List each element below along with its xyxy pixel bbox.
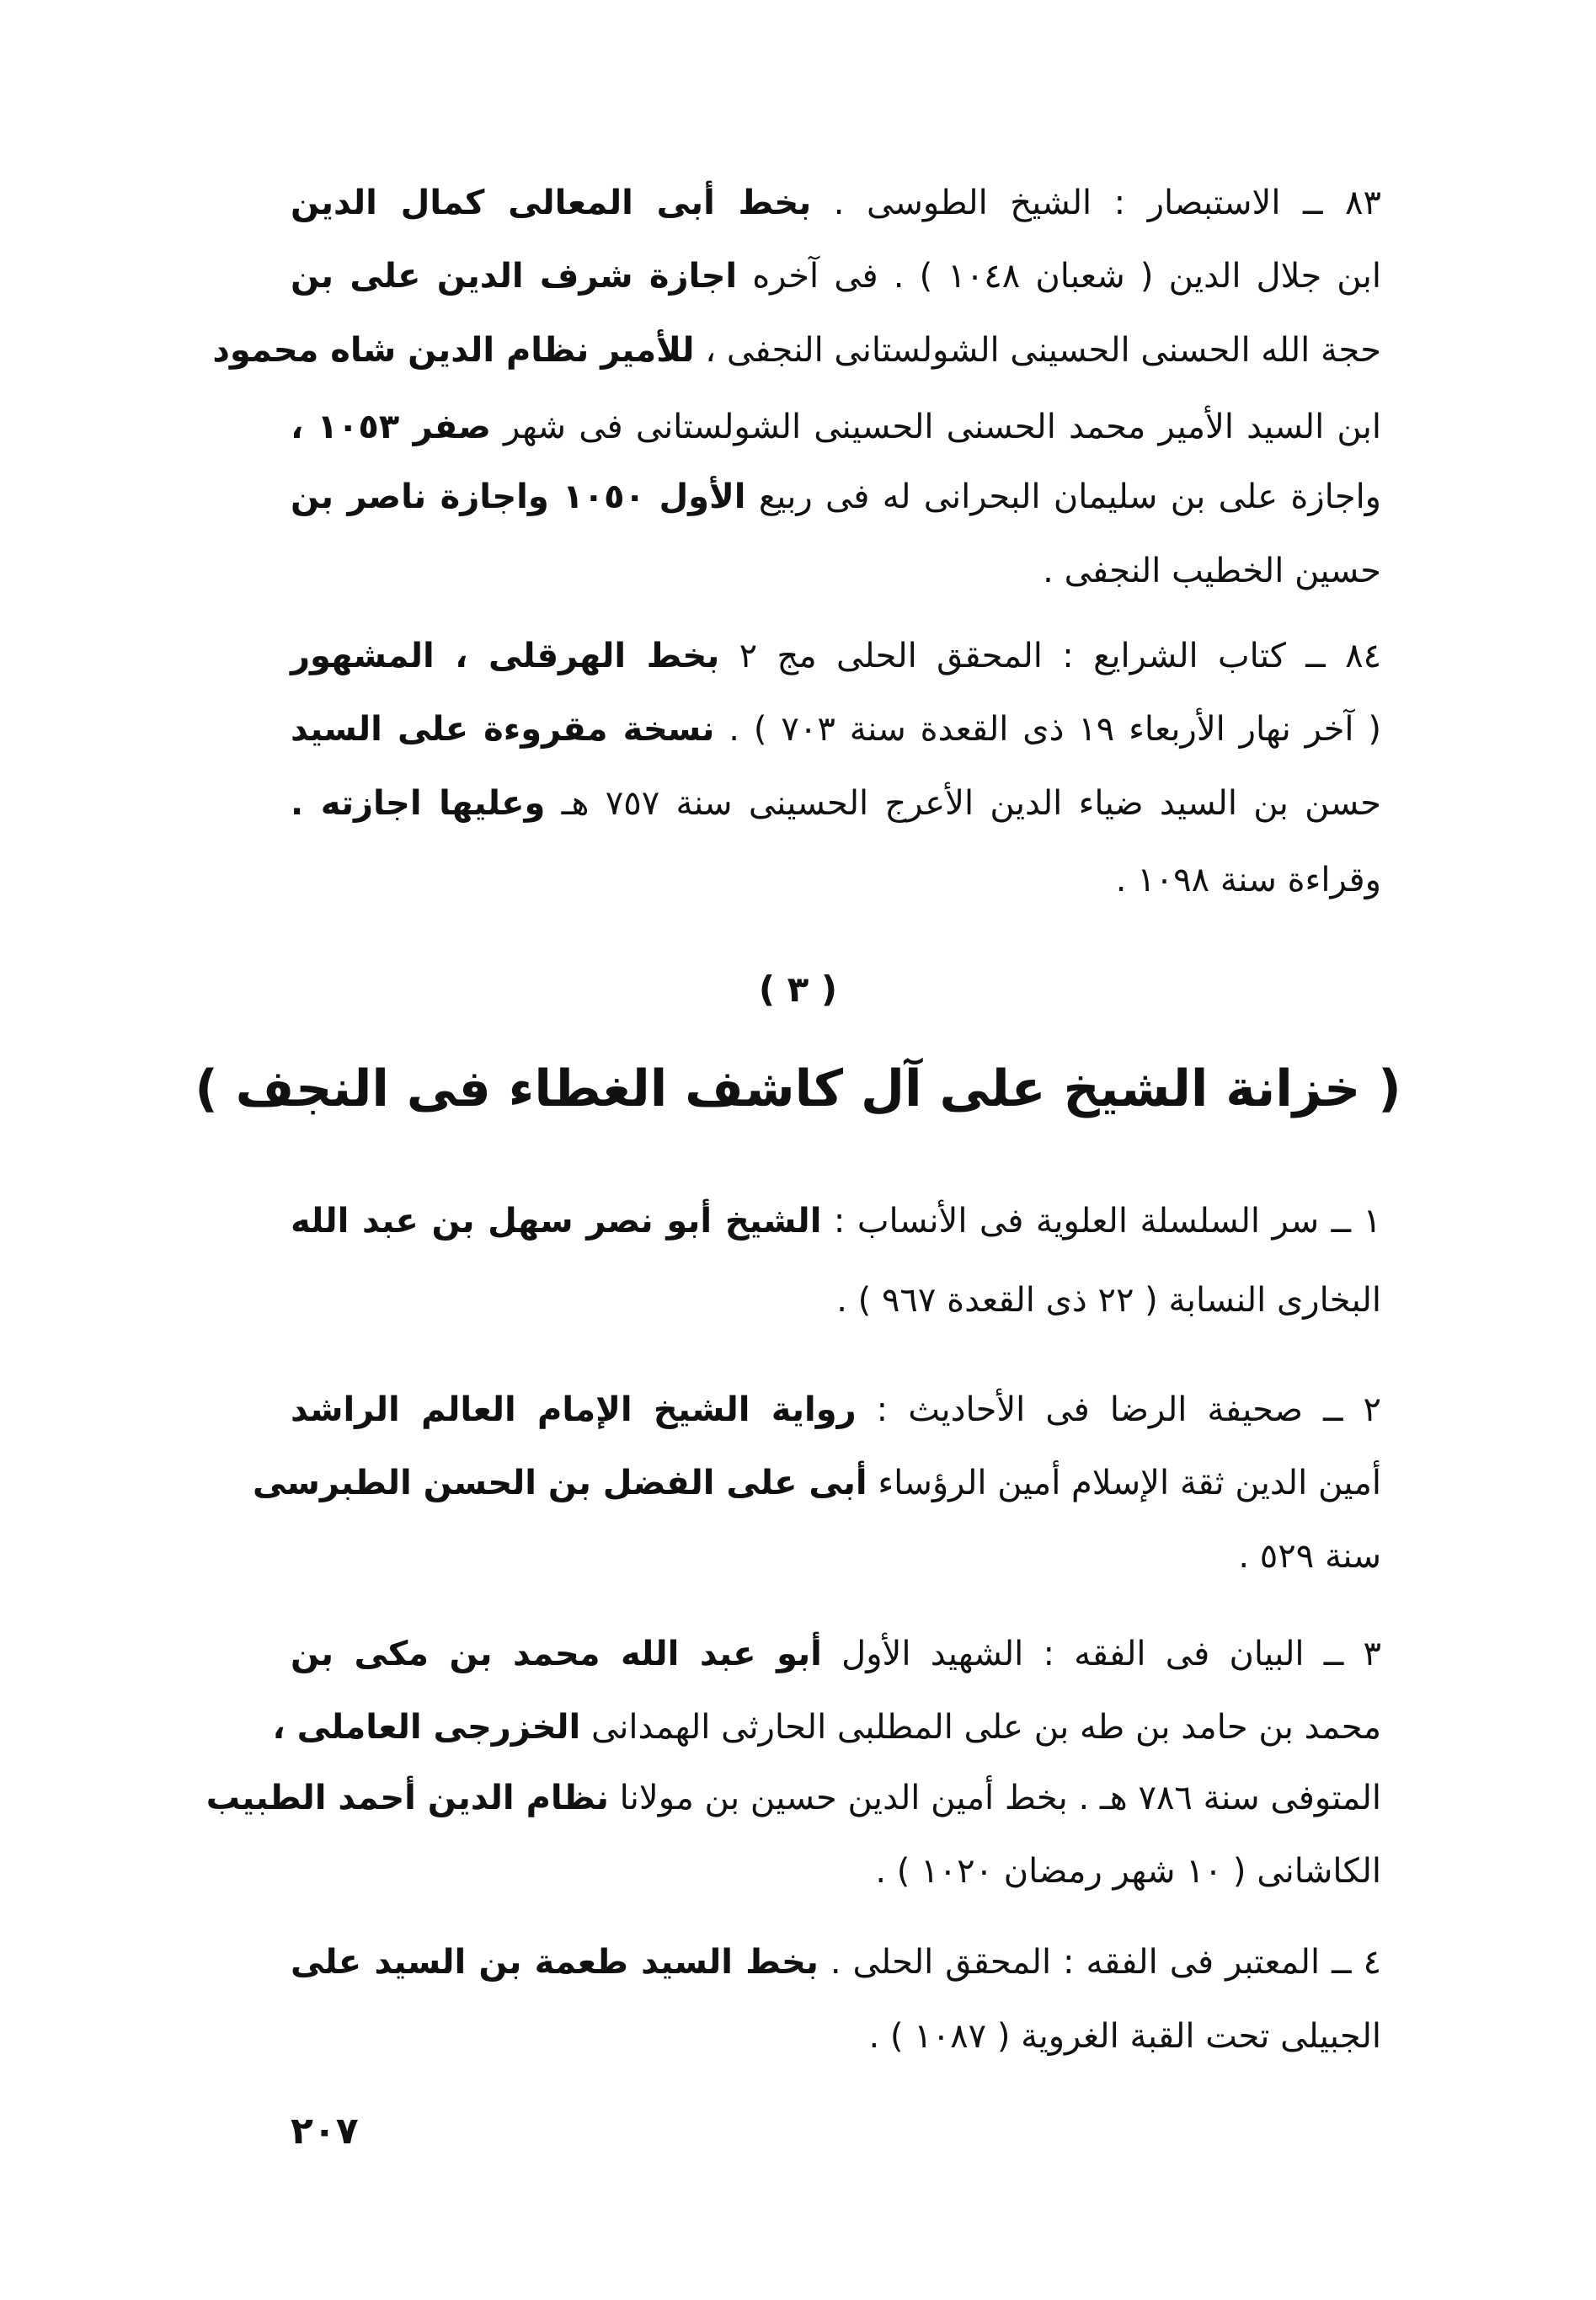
bold-text-segment: بخط الهرقلى ، المشهور [291, 637, 720, 675]
paragraph-line [253, 1458, 1381, 1508]
page-number: ٢٠٧ [291, 2110, 359, 2153]
paragraph-line [291, 402, 1381, 452]
text-segment: واجازة على بن سليمان البحرانى له فى ربيع [745, 478, 1381, 516]
paragraph-line [291, 472, 1381, 522]
text-segment: محمد بن حامد بن طه بن على المطلبى الحارثى الهمدانى [580, 1708, 1381, 1747]
paragraph-line [291, 778, 1381, 829]
bold-text-segment: بخط أبى المعالى كمال الدين [291, 184, 812, 222]
paragraph-line [291, 546, 1381, 596]
text-segment: ابن جلال الدين ( شعبان ١٠٤٨ ) . فى آخره [737, 257, 1381, 296]
text-segment: ( آخر نهار الأربعاء ١٩ ذى القعدة سنة ٧٠٣ ) . [714, 710, 1382, 749]
paragraph-line [291, 855, 1381, 905]
paragraph-line [291, 251, 1381, 302]
section-title: ( خزانة الشيخ على آل كاشف الغطاء فى النجف ) [195, 1059, 1401, 1118]
paragraph-line [291, 2011, 1381, 2062]
paragraph-line [291, 1531, 1381, 1582]
text-segment: سنة ٥٢٩ . [1238, 1537, 1381, 1576]
paragraph-line [291, 178, 1381, 228]
text-segment: ابن السيد الأمير محمد الحسنى الحسينى الشولستانى فى شهر [490, 408, 1382, 446]
text-segment: ٨٣ ــ الاستبصار : الشيخ الطوسى . [811, 184, 1381, 222]
bold-text-segment: بخط السيد طعمة بن السيد على [291, 1943, 819, 1982]
bold-text-segment: وعليها اجازته . [291, 784, 546, 823]
bold-text-segment: اجازة شرف الدين على بن [291, 257, 738, 296]
text-segment: حسن بن السيد ضياء الدين الأعرج الحسينى سنة ٧٥٧ هـ [545, 784, 1381, 823]
text-segment: حسين الخطيب النجفى . [1043, 552, 1381, 590]
bold-text-segment: نسخة مقروءة على السيد [291, 710, 715, 749]
text-segment: ١ ــ سر السلسلة العلوية فى الأنساب : [821, 1202, 1381, 1241]
text-segment: الكاشانى ( ١٠ شهر رمضان ١٠٢٠ ) . [875, 1852, 1381, 1891]
paragraph-line [291, 1275, 1381, 1326]
paragraph-line [291, 631, 1381, 681]
section-number: ( ٣ ) [758, 969, 838, 1010]
text-segment: أمين الدين ثقة الإسلام أمين الرؤساء [867, 1464, 1381, 1502]
paragraph-line [272, 1702, 1381, 1753]
paragraph-line [212, 325, 1381, 376]
bold-text-segment: الخزرجى العاملى ، [272, 1708, 581, 1747]
text-segment: ٤ ــ المعتبر فى الفقه : المحقق الحلى . [818, 1943, 1381, 1982]
text-segment: البخارى النسابة ( ٢٢ ذى القعدة ٩٦٧ ) . [836, 1281, 1381, 1320]
bold-text-segment: للأمير نظام الدين شاه محمود [212, 331, 695, 370]
paragraph-line [291, 704, 1381, 755]
paragraph-line [291, 1846, 1381, 1897]
bold-text-segment: أبى على الفضل بن الحسن الطبرسى [253, 1464, 867, 1502]
text-segment: الجبيلى تحت القبة الغروية ( ١٠٨٧ ) . [868, 2017, 1381, 2056]
bold-text-segment: الأول ١٠٥٠ واجازة ناصر بن [291, 478, 746, 516]
paragraph-line [291, 1196, 1381, 1246]
bold-text-segment: نظام الدين أحمد الطبيب [206, 1779, 609, 1817]
text-segment: ٣ ــ البيان فى الفقه : الشهيد الأول [821, 1635, 1382, 1673]
paragraph-line [291, 1629, 1381, 1679]
bold-text-segment: رواية الشيخ الإمام العالم الراشد [291, 1390, 857, 1429]
text-segment: المتوفى سنة ٧٨٦ هـ . بخط أمين الدين حسين بن مولانا [608, 1779, 1381, 1817]
paragraph-line [206, 1773, 1381, 1823]
bold-text-segment: الشيخ أبو نصر سهل بن عبد الله [291, 1202, 822, 1241]
text-segment: حجة الله الحسنى الحسينى الشولستانى النجفى ، [694, 331, 1381, 370]
text-segment: ٨٤ ــ كتاب الشرايع : المحقق الحلى مج ٢ [719, 637, 1382, 675]
text-segment: ٢ ــ صحيفة الرضا فى الأحاديث : [856, 1390, 1382, 1429]
paragraph-line [291, 1385, 1381, 1435]
text-segment: وقراءة سنة ١٠٩٨ . [1115, 861, 1381, 899]
paragraph-line [291, 1937, 1381, 1988]
bold-text-segment: صفر ١٠٥٣ ، [291, 408, 491, 446]
bold-text-segment: أبو عبد الله محمد بن مكى بن [291, 1635, 822, 1673]
